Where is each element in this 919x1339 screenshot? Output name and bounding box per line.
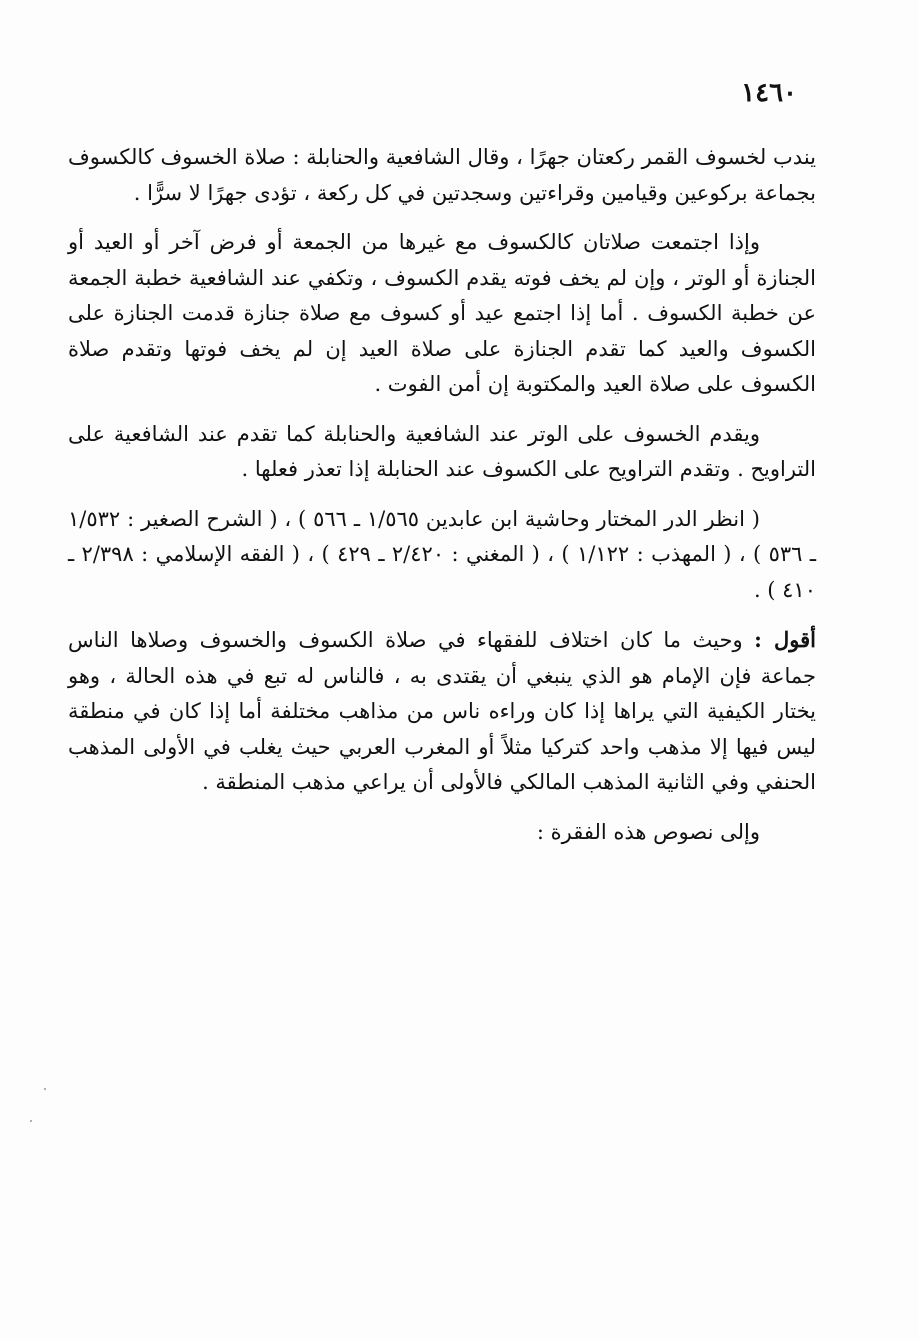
paragraph-witr-taraweeh [68, 417, 816, 488]
body-text [68, 140, 816, 864]
paragraph-author-comment [68, 622, 816, 801]
paragraph-closing [68, 815, 816, 851]
paragraph-combined-prayers [68, 225, 816, 403]
paragraph-text: يندب لخسوف القمر ركعتان جهرًا ، وقال الشافعية والحنابلة : صلاة الخسوف كالكسوف بجماعة بركوعين وقيامين وقراءتين وسجدتين في كل ركعة ، تؤدى جهرًا لا سرًّا . [68, 145, 816, 205]
paragraph-lunar-eclipse [68, 140, 816, 211]
page-number: ١٤٦٠ [741, 78, 797, 108]
paragraph-text: ويقدم الخسوف على الوتر عند الشافعية والحنابلة كما تقدم عند الشافعية على التراويح . وتقدم التراويح على الكسوف عند الحنابلة إذا تعذر فعلها . [68, 421, 816, 481]
paragraph-text: وحيث ما كان اختلاف للفقهاء في صلاة الكسوف والخسوف وصلاها الناس جماعة فإن الإمام هو الذي ينبغي أن يقتدى به ، فالناس له تبع في هذه الحالة ، وهو يختار الكيفية التي يراها إذا كان وراءه ناس من مذاهب مختلفة أما إذا كان في منطقة ليس فيها إلا مذهب واحد كتركيا مثلاً أو المغرب العربي حيث يغلب في الأولى المذهب الحنفي وفي الثانية المذهب المالكي فالأولى أن يراعي مذهب المنطقة . [68, 628, 816, 794]
lead-word: أقول : [754, 627, 816, 652]
scan-speck [44, 1088, 46, 1090]
paragraph-text: وإلى نصوص هذه الفقرة : [536, 819, 760, 844]
paragraph-text: ( انظر الدر المختار وحاشية ابن عابدين ١/٥٦٥ ـ ٥٦٦ ) ، ( الشرح الصغير : ١/٥٣٢ ـ ٥٣٦ ) ، ( المهذب : ١/١٢٢ ) ، ( المغني : ٢/٤٢٠ ـ ٤٢٩ ) ، ( الفقه الإسلامي : ٢/٣٩٨ ـ ٤١٠ ) . [68, 506, 817, 602]
paragraph-references [68, 502, 816, 609]
paragraph-text: وإذا اجتمعت صلاتان كالكسوف مع غيرها من الجمعة أو فرض آخر أو العيد أو الجنازة أو الوتر ، وإن لم يخف فوته يقدم الكسوف ، وتكفي عند الشافعية خطبة الجمعة عن خطبة الكسوف . أما إذا اجتمع عيد أو كسوف مع صلاة جنازة قدمت الجنازة على الكسوف والعيد كما تقدم الجنازة على صلاة العيد إن لم يخف فوتها وتقدم صلاة الكسوف على صلاة العيد والمكتوبة إن أمن الفوت . [68, 230, 816, 396]
scan-speck [30, 1120, 32, 1122]
